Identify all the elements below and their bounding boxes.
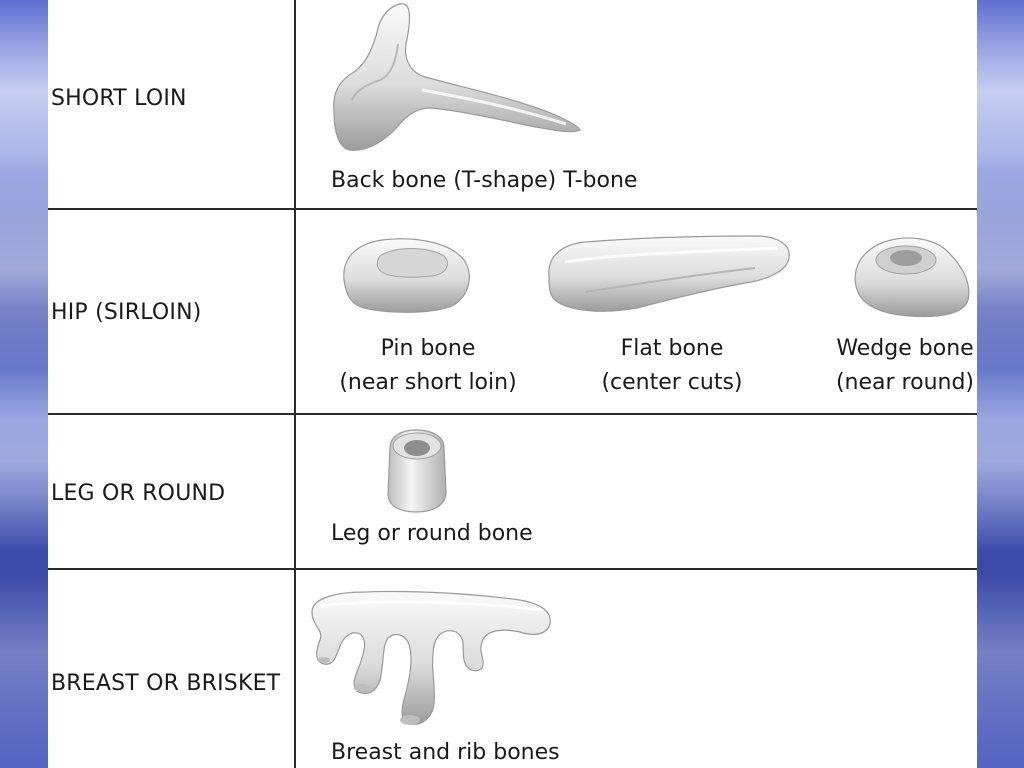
bone-caption-t-bone: Back bone (T-shape) T-bone — [331, 168, 638, 193]
wedge-bone-icon — [850, 234, 974, 320]
flat-bone-name: Flat bone — [620, 336, 724, 361]
bone-caption-pin-bone — [318, 332, 538, 400]
right-background-strip — [977, 0, 1024, 768]
left-background-strip — [0, 0, 48, 768]
bone-caption-rib-bones: Breast and rib bones — [331, 740, 560, 765]
bone-caption-wedge-bone — [834, 332, 976, 400]
bone-caption-round-bone: Leg or round bone — [331, 521, 533, 546]
cut-label-short-loin: SHORT LOIN — [51, 86, 187, 111]
pin-bone-name: Pin bone — [380, 336, 476, 361]
cut-label-leg-or-round: LEG OR ROUND — [51, 481, 226, 506]
row-divider — [48, 568, 977, 570]
bone-chart-table — [48, 0, 977, 768]
t-bone-icon — [326, 0, 586, 158]
row-divider — [48, 413, 977, 415]
pin-bone-note: (near short loin) — [339, 370, 517, 395]
pin-bone-icon — [338, 234, 474, 316]
column-divider — [294, 0, 296, 768]
row-divider — [48, 208, 977, 210]
flat-bone-icon — [545, 232, 795, 316]
round-bone-icon — [384, 426, 450, 514]
wedge-bone-name: Wedge bone — [836, 336, 974, 361]
rib-bones-icon — [306, 586, 556, 732]
cut-label-breast-or-brisket: BREAST OR BRISKET — [51, 671, 281, 696]
bone-caption-flat-bone — [562, 332, 782, 400]
flat-bone-note: (center cuts) — [601, 370, 743, 395]
cut-label-hip-sirloin: HIP (SIRLOIN) — [51, 300, 202, 325]
wedge-bone-note: (near round) — [835, 370, 975, 395]
